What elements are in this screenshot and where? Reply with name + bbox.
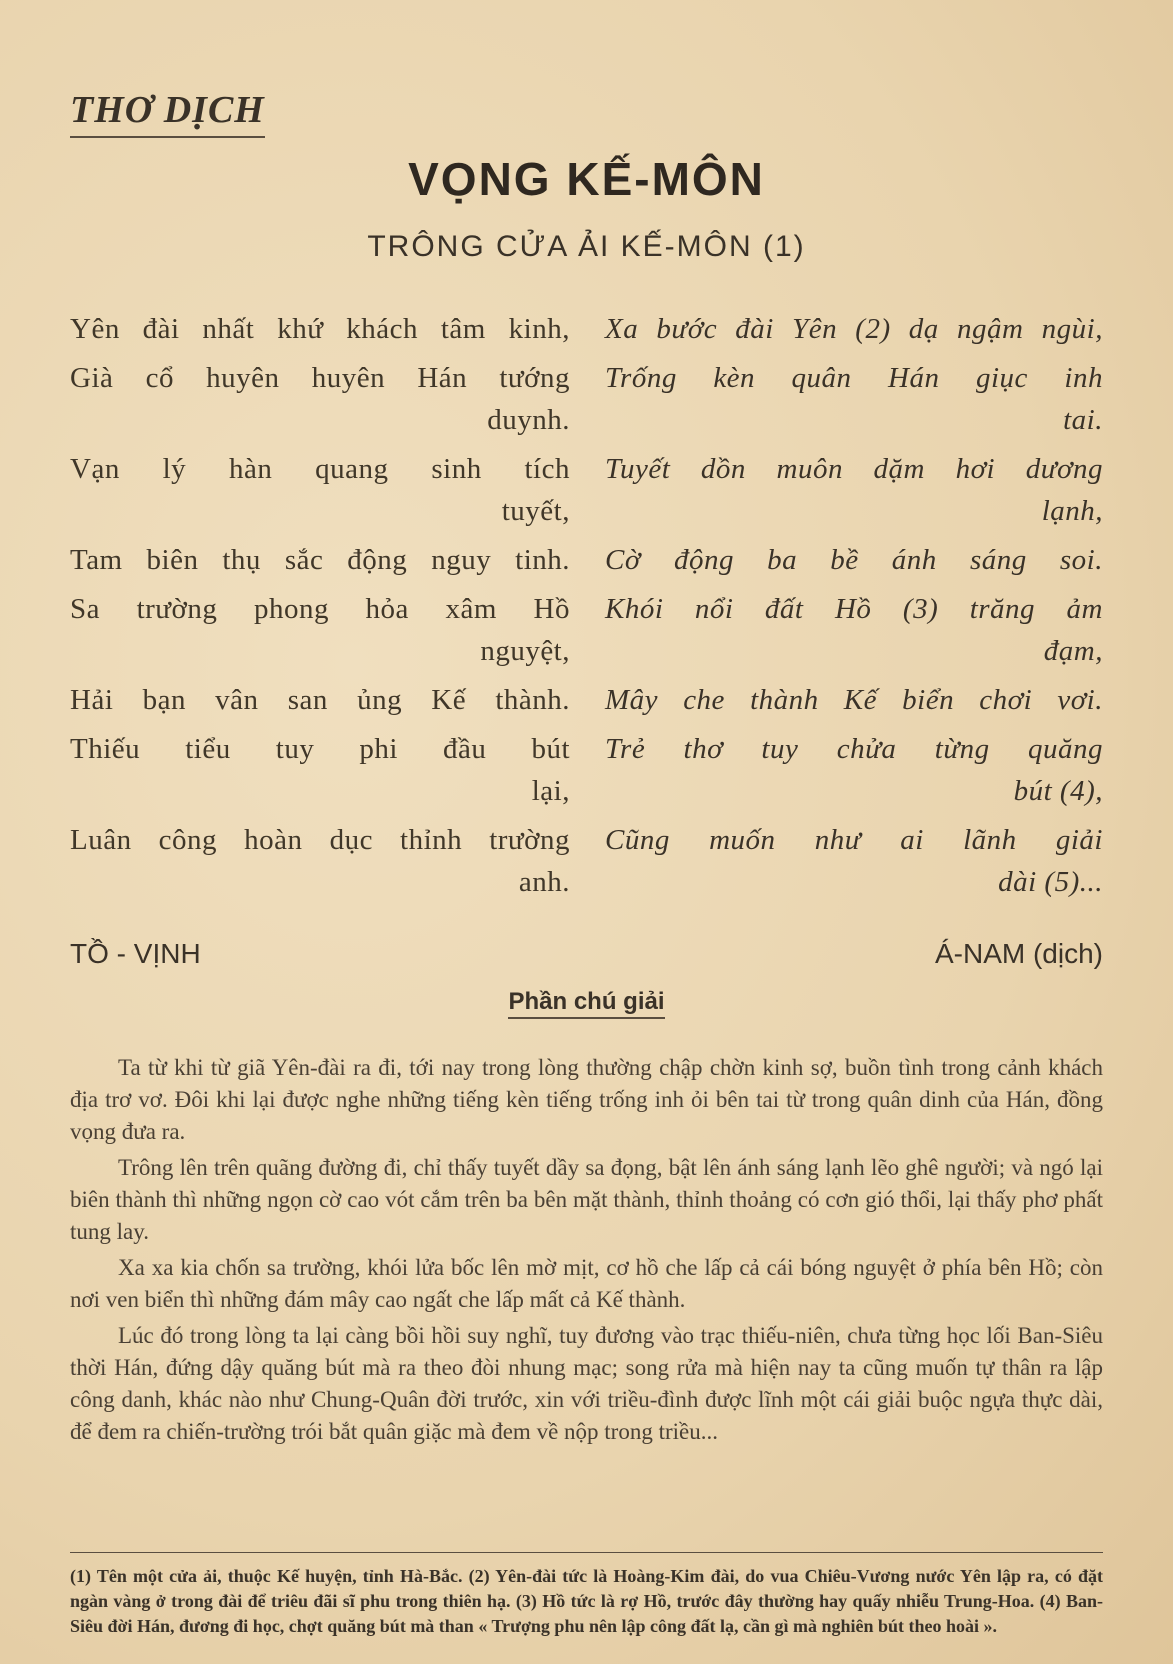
poem-line	[70, 448, 1103, 532]
original-line: Hải bạn vân san ủng Kế thành.	[70, 684, 570, 716]
translated-line: Xa bước đài Yên (2) dạ ngậm ngùi,	[605, 313, 1103, 345]
footnote-divider	[70, 1552, 1103, 1553]
attribution	[70, 938, 1103, 970]
original-line: Yên đài nhất khứ khách tâm kinh,	[70, 313, 570, 345]
poem-line	[70, 357, 1103, 441]
commentary	[70, 1052, 1103, 1452]
translated-line: Trẻ thơ tuy chửa từng quăng bút (4),	[605, 733, 1103, 807]
poem-line	[70, 819, 1103, 903]
original-line: Vạn lý hàn quang sinh tích tuyết,	[70, 453, 570, 527]
translator-name: Á-NAM (dịch)	[934, 938, 1103, 969]
poem-line	[70, 588, 1103, 672]
poem-line	[70, 728, 1103, 812]
poem-line	[70, 539, 1103, 581]
commentary-paragraph: Trông lên trên quãng đường đi, chỉ thấy tuyết dầy sa đọng, bật lên ánh sáng lạnh lẽo ghê người; và ngó lại biên thành thì những ngọn cờ cao vót cắm trên ba bên mặt thành, thỉnh thoảng có cơn gió thổi, lại thấy phơ phất tung lay.	[70, 1155, 1103, 1244]
notes-heading: Phần chú giải	[0, 988, 1173, 1016]
translated-line: Cờ động ba bề ánh sáng soi.	[605, 544, 1103, 576]
commentary-paragraph: Xa xa kia chốn sa trường, khói lửa bốc lên mờ mịt, cơ hồ che lấp cả cái bóng nguyệt ở phía bên Hồ; còn nơi ven biển thì những đám mây cao ngất che lấp mất cả Kế thành.	[70, 1255, 1103, 1312]
original-line: Thiếu tiểu tuy phi đầu bút lại,	[70, 733, 570, 807]
poem-line	[70, 308, 1103, 350]
original-line: Tam biên thụ sắc động nguy tinh.	[70, 544, 570, 576]
commentary-paragraph: Lúc đó trong lòng ta lại càng bồi hồi suy nghĩ, tuy đương vào trạc thiếu-niên, chưa từng học lối Ban-Siêu thời Hán, đứng dậy quăng bút mà ra theo đòi nhung mạc; song rửa mà hiện nay ta cũng muốn tự thân ra lập công danh, khác nào như Chung-Quân đời trước, xin với triều-đình được lĩnh một cái giải buộc ngựa thực dài, để đem ra chiến-trường trói bắt quân giặc mà đem về nộp trong triều...	[70, 1323, 1103, 1444]
poem-title: VỌNG KẾ-MÔN	[408, 153, 765, 205]
poem-subtitle: TRÔNG CỬA ẢI KẾ-MÔN (1)	[367, 230, 806, 263]
poem-body	[70, 308, 1103, 910]
commentary-paragraph: Ta từ khi từ giã Yên-đài ra đi, tới nay trong lòng thường chập chờn kinh sợ, buồn tình trong cảnh khách địa trơ vơ. Đôi khi lại được nghe những tiếng kèn tiếng trống inh ỏi bên tai từ trong quân dinh của Hán, đồng vọng đưa ra.	[70, 1055, 1103, 1144]
original-line: Già cổ huyên huyên Hán tướng duynh.	[70, 362, 570, 436]
author-name: TỒ - VỊNH	[70, 938, 201, 969]
translated-line: Trống kèn quân Hán giục inh tai.	[605, 362, 1103, 436]
footnotes: (1) Tên một cửa ải, thuộc Kế huyện, tỉnh Hà-Bắc. (2) Yên-đài tức là Hoàng-Kim đài, do vua Chiêu-Vương nước Yên lập ra, có đặt ngàn vàng ở trong đài để triêu đãi sĩ phu trong thiên hạ. (3) Hồ tức là rợ Hồ, trước đây thường hay quấy nhiễu Trung-Hoa. (4) Ban-Siêu đời Hán, đương đi học, chợt quăng bút mà than « Trượng phu nên lập công đất lạ, cần gì mà nghiên bút theo hoài ».	[70, 1566, 1103, 1636]
translated-line: Khói nổi đất Hồ (3) trăng ảm đạm,	[605, 593, 1103, 667]
section-tag: THƠ DỊCH	[70, 88, 265, 138]
poem-line	[70, 679, 1103, 721]
translated-line: Cũng muốn như ai lãnh giải dài (5)...	[605, 824, 1103, 898]
original-line: Sa trường phong hỏa xâm Hồ nguyệt,	[70, 593, 570, 667]
translated-line: Tuyết dồn muôn dặm hơi dương lạnh,	[605, 453, 1103, 527]
translated-line: Mây che thành Kế biển chơi vơi.	[605, 684, 1103, 716]
original-line: Luân công hoàn dục thỉnh trường anh.	[70, 824, 570, 898]
